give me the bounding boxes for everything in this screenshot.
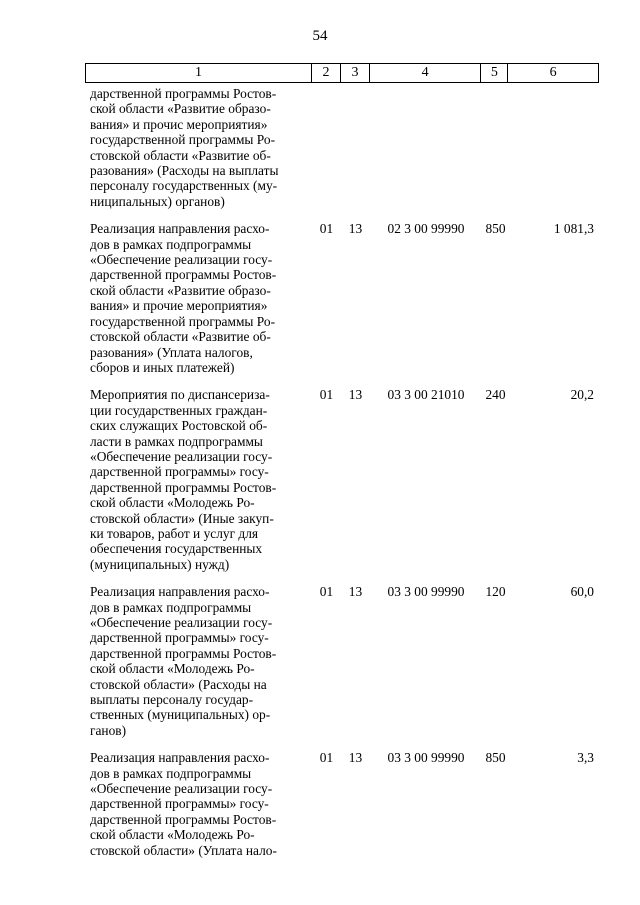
description-line: вания» и прочие мероприятия» <box>90 298 268 314</box>
amount: 1 081,3 <box>553 221 594 237</box>
description-line: Мероприятия по диспансериза- <box>90 387 270 403</box>
subsection-code: 13 <box>348 584 363 600</box>
description-line: ских служащих Ростовской об- <box>90 418 268 434</box>
row-description <box>85 86 312 209</box>
description-line: разования» (Расходы на выплаты <box>90 163 279 179</box>
amount: 3,3 <box>577 750 594 766</box>
target-article-code: 03 3 00 99990 <box>387 750 465 766</box>
section-code: 01 <box>319 221 334 237</box>
description-line: дов в рамках подпрограммы <box>90 236 252 252</box>
description-line: государственной программы Ро- <box>90 132 276 148</box>
description-line: вания» и прочис мероприятия» <box>90 116 268 132</box>
description-line: дарственной программы Ростов- <box>90 267 277 283</box>
page-number: 54 <box>312 28 328 44</box>
subsection-code: 13 <box>348 221 363 237</box>
header-cell-2: 2 <box>312 64 341 82</box>
target-article-code <box>370 86 482 209</box>
expense-type-code <box>482 86 509 209</box>
description-line: стовской области «Развитие об- <box>90 329 271 345</box>
description-line: ской области «Молодежь Ро- <box>90 661 255 677</box>
expense-type-code: 240 <box>485 387 506 403</box>
description-line: ственных (муниципальных) ор- <box>90 707 271 723</box>
row-description <box>85 387 312 572</box>
header-cell-5: 5 <box>481 64 508 82</box>
section-code <box>312 86 341 209</box>
header-cell-3: 3 <box>341 64 370 82</box>
description-line: сборов и иных платежей) <box>90 359 235 375</box>
description-line: ской области «Развитие образо- <box>90 101 271 117</box>
expense-type-code: 120 <box>485 584 506 600</box>
table-body <box>85 86 599 870</box>
target-article-code: 03 3 00 21010 <box>387 387 465 403</box>
description-line: разования» (Уплата налогов, <box>90 344 253 360</box>
description-line: обеспечения государственных <box>90 541 263 557</box>
description-line: Реализация направления расхо- <box>90 584 270 600</box>
description-line: стовской области» (Расходы на <box>90 676 267 692</box>
row-description <box>85 221 312 375</box>
description-line: дов в рамках подпрограммы <box>90 765 252 781</box>
header-cell-1: 1 <box>86 64 312 82</box>
amount: 20,2 <box>570 387 594 403</box>
amount: 60,0 <box>570 584 594 600</box>
description-line: ганов) <box>90 722 127 738</box>
header-cell-6: 6 <box>549 65 557 80</box>
description-line: дарственной программы» госу- <box>90 630 269 646</box>
description-line: дарственной программы» госу- <box>90 796 269 812</box>
description-line: (муниципальных) нужд) <box>90 556 230 572</box>
description-line: ской области «Молодежь Ро- <box>90 495 255 511</box>
description-line: персоналу государственных (му- <box>90 178 278 194</box>
description-line: «Обеспечение реализации госу- <box>90 252 273 268</box>
amount <box>509 86 599 209</box>
target-article-code: 03 3 00 99990 <box>387 584 465 600</box>
section-code: 01 <box>319 584 334 600</box>
description-line: дарственной программы Ростов- <box>90 811 277 827</box>
description-line: стовской области» (Иные закуп- <box>90 510 274 526</box>
description-line: «Обеспечение реализации госу- <box>90 615 273 630</box>
description-line: ки товаров, работ и услуг для <box>90 525 259 541</box>
description-line: дарственной программы Ростов- <box>90 645 277 661</box>
expense-type-code: 850 <box>485 221 506 237</box>
description-line: стовской области» (Уплата нало- <box>90 842 277 858</box>
section-code: 01 <box>319 387 334 403</box>
description-line: государственной программы Ро- <box>90 313 276 329</box>
description-line: дарственной программы Ростов- <box>90 479 277 495</box>
row-description <box>85 584 312 738</box>
row-description <box>85 750 312 858</box>
table-row <box>85 221 599 375</box>
header-cell-4: 4 <box>370 64 482 82</box>
table-row <box>85 584 599 738</box>
description-line: выплаты персоналу государ- <box>90 692 254 708</box>
target-article-code: 02 3 00 99990 <box>387 221 465 237</box>
subsection-code: 13 <box>348 750 363 766</box>
description-line: Реализация направления расхо- <box>90 221 270 237</box>
description-line: ской области «Молодежь Ро- <box>90 827 255 843</box>
table-row <box>85 750 599 858</box>
description-line: «Обеспечение реализации госу- <box>90 781 273 797</box>
table-header-row <box>85 63 599 83</box>
subsection-code <box>341 86 370 209</box>
description-line: стовской области «Развитие об- <box>90 147 271 163</box>
section-code: 01 <box>319 750 334 766</box>
description-line: дов в рамках подпрограммы <box>90 599 252 615</box>
table-row <box>85 387 599 572</box>
description-line: дарственной программы Ростов- <box>90 86 277 101</box>
expense-type-code: 850 <box>485 750 506 766</box>
description-line: ниципальных) органов) <box>90 193 225 209</box>
description-line: «Обеспечение реализации госу- <box>90 448 273 464</box>
description-line: ской области «Развитие образо- <box>90 282 271 298</box>
description-line: дарственной программы» госу- <box>90 464 269 480</box>
description-line: ции государственных граждан- <box>90 402 268 418</box>
description-line: Реализация направления расхо- <box>90 750 270 766</box>
description-line: ласти в рамках подпрограммы <box>90 433 263 449</box>
table-row <box>85 86 599 209</box>
subsection-code: 13 <box>348 387 363 403</box>
